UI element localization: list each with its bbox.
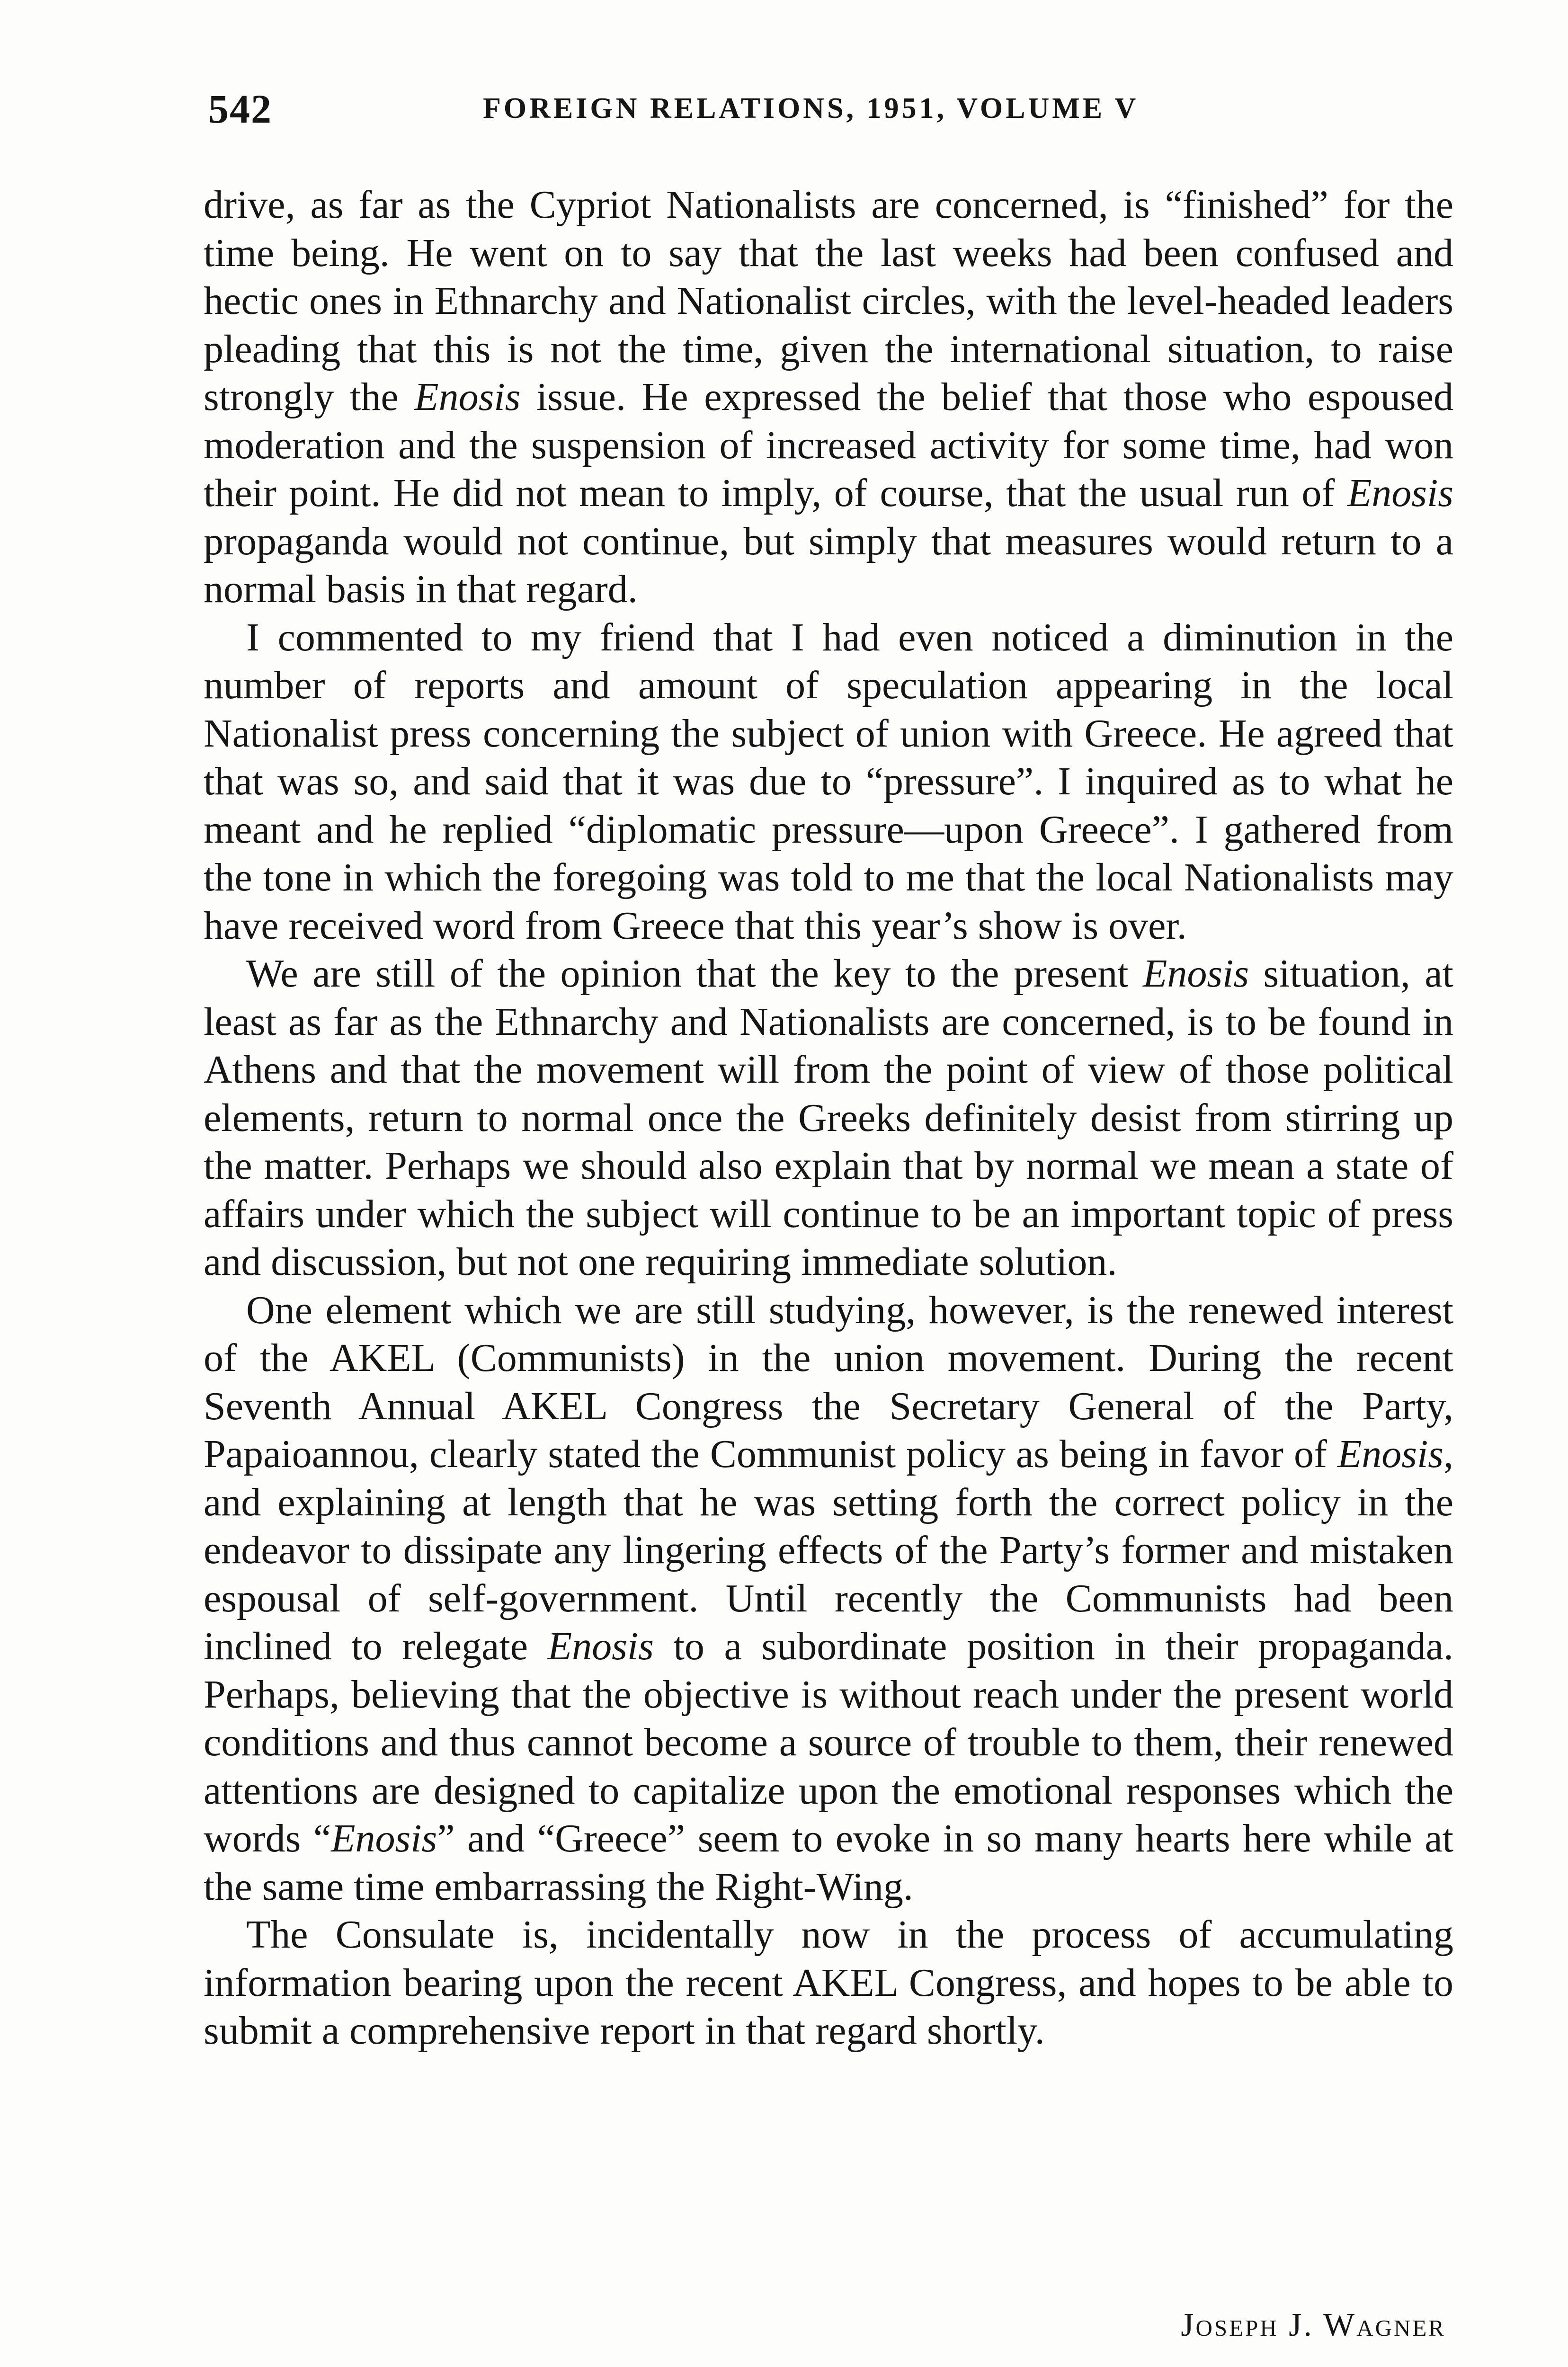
text-run: drive, as far as the Cypriot Nationalists are concerned, is “finished” for the time being. He went on to say that the last weeks had been confused and hectic ones in Ethnarchy and Nationalist circles, with the level-headed leaders pleading that this is not the time, given the international situation, to raise strongly the bbox=[204, 183, 1453, 419]
text-run: to a subordinate position in their propaganda. Perhaps, believing that the objective is without reach under the present world conditions and thus cannot become a source of trouble to them, their renewed attentions are designed to capitalize upon the emotional responses which the words “ bbox=[204, 1624, 1453, 1860]
text-run: The Consulate is, incidentally now in the process of accumulating information bearing upon the recent AKEL Congress, and hopes to be able to submit a comprehensive report in that regard shortly. bbox=[204, 1913, 1453, 2053]
running-head: FOREIGN RELATIONS, 1951, VOLUME V bbox=[483, 92, 1139, 125]
text-run: ” and “Greece” seem to evoke in so many hearts here while at the same time embarrassing the Right-Wing. bbox=[204, 1816, 1454, 1909]
page-number: 542 bbox=[208, 86, 272, 132]
text-run: situation, at least as far as the Ethnarchy and Nationalists are concerned, is to be found in Athens and that the movement will from the point of view of those political elements, return to normal once the Greeks definitely desist from stirring up the matter. Perhaps we should also explain that by normal we mean a state of affairs under which the subject will continue to be an important topic of press and discussion, but not one requiring immediate solution. bbox=[204, 952, 1453, 1284]
paragraph bbox=[204, 614, 1453, 950]
italic-term: Enosis bbox=[547, 1624, 654, 1668]
paragraph bbox=[204, 1911, 1453, 2055]
text-run: issue. He expressed the belief that those who espoused moderation and the suspension of increased activity for some time, had won their point. He did not mean to imply, of course, that the usual run of bbox=[204, 375, 1453, 515]
paragraph bbox=[204, 181, 1453, 614]
text-run: I commented to my friend that I had even noticed a diminution in the number of reports and amount of speculation appearing in the local Nationalist press concerning the subject of union with Greece. He agreed that that was so, and said that it was due to “pressure”. I inquired as to what he meant and he replied “diplomatic pressure—upon Greece”. I gathered from the tone in which the foregoing was told to me that the local Nationalists may have received word from Greece that this year’s show is over. bbox=[204, 615, 1453, 948]
body-text bbox=[204, 181, 1453, 2055]
italic-term: Enosis bbox=[1347, 471, 1453, 515]
italic-term: Enosis bbox=[1143, 952, 1249, 996]
paragraph bbox=[204, 1286, 1453, 1911]
italic-term: Enosis bbox=[414, 375, 521, 419]
text-run: propaganda would not continue, but simply that measures would return to a normal basis in that regard. bbox=[204, 519, 1453, 611]
paragraph bbox=[204, 950, 1453, 1286]
italic-term: Enosis bbox=[1337, 1432, 1443, 1476]
signature: Joseph J. Wagner bbox=[1181, 2307, 1446, 2343]
text-run: , and explaining at length that he was setting forth the correct policy in the endeavor to dissipate any lingering effects of the Party’s former and mistaken espousal of self-government. Until recently the Communists had been inclined to relegate bbox=[204, 1432, 1453, 1668]
text-run: We are still of the opinion that the key to the present bbox=[246, 952, 1143, 996]
page-header bbox=[208, 85, 1449, 137]
text-run: One element which we are still studying, however, is the renewed interest of the AKEL (Communists) in the union movement. During the recent Seventh Annual AKEL Congress the Secretary General of the Party, Papaioannou, clearly stated the Communist policy as being in favor of bbox=[204, 1288, 1453, 1476]
italic-term: Enosis bbox=[331, 1816, 437, 1860]
